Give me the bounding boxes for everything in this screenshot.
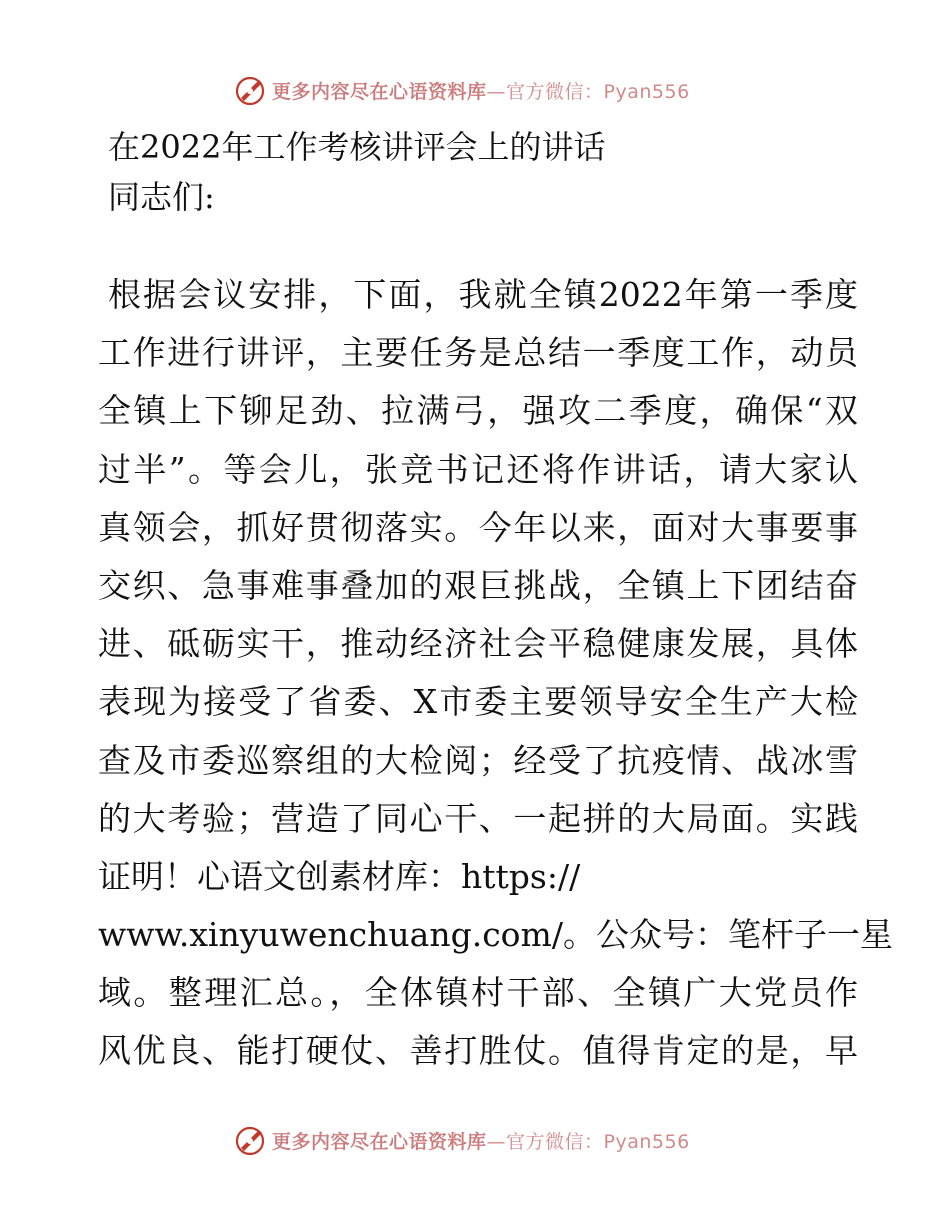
body-line: 进、砥砺实干，推动经济社会平稳健康发展，具体 <box>98 624 858 664</box>
body-line: 风优良、能打硬仗、善打胜仗。值得肯定的是，早 <box>98 1031 858 1071</box>
watermark-bold-text: 更多内容尽在心语资料库 <box>272 80 487 103</box>
body-line: 表现为接受了省委、X市委主要领导安全生产大检 <box>98 682 858 722</box>
body-paragraph <box>98 266 893 1081</box>
quill-circle-logo-icon <box>232 72 268 108</box>
body-line: www.xinyuwenchuang.com/。公众号：笔杆子一星 <box>98 915 893 955</box>
watermark-text <box>272 1127 690 1154</box>
greeting: 同志们: <box>108 178 215 216</box>
footer-watermark-banner <box>232 1120 690 1160</box>
body-line: 全镇上下铆足劲、拉满弓，强攻二季度，确保“双 <box>98 391 858 431</box>
body-line: 查及市委巡察组的大检阅；经受了抗疫情、战冰雪 <box>98 740 858 780</box>
body-line: 工作进行讲评，主要任务是总结一季度工作，动员 <box>98 333 858 373</box>
watermark-bold-text: 更多内容尽在心语资料库 <box>272 1130 487 1153</box>
body-line: 的大考验；营造了同心干、一起拼的大局面。实践 <box>98 798 858 838</box>
body-line: 过半”。等会儿，张竞书记还将作讲话，请大家认 <box>98 449 858 489</box>
document-title: 在2022年工作考核讲评会上的讲话 <box>108 128 606 166</box>
body-line: 真领会，抓好贯彻落实。今年以来，面对大事要事 <box>98 507 858 547</box>
body-line: 根据会议安排，下面，我就全镇2022年第一季度 <box>108 275 858 314</box>
header-watermark-banner <box>232 70 690 110</box>
watermark-text <box>272 77 690 104</box>
body-line: 交织、急事难事叠加的艰巨挑战，全镇上下团结奋 <box>98 565 858 605</box>
body-line: 证明！心语文创素材库：https:// <box>98 856 581 896</box>
watermark-wechat-text: —官方微信：Pyan556 <box>486 1130 690 1153</box>
quill-circle-logo-icon <box>232 1122 268 1158</box>
body-line: 域。整理汇总。，全体镇村干部、全镇广大党员作 <box>98 973 858 1013</box>
watermark-wechat-text: —官方微信：Pyan556 <box>486 80 690 103</box>
